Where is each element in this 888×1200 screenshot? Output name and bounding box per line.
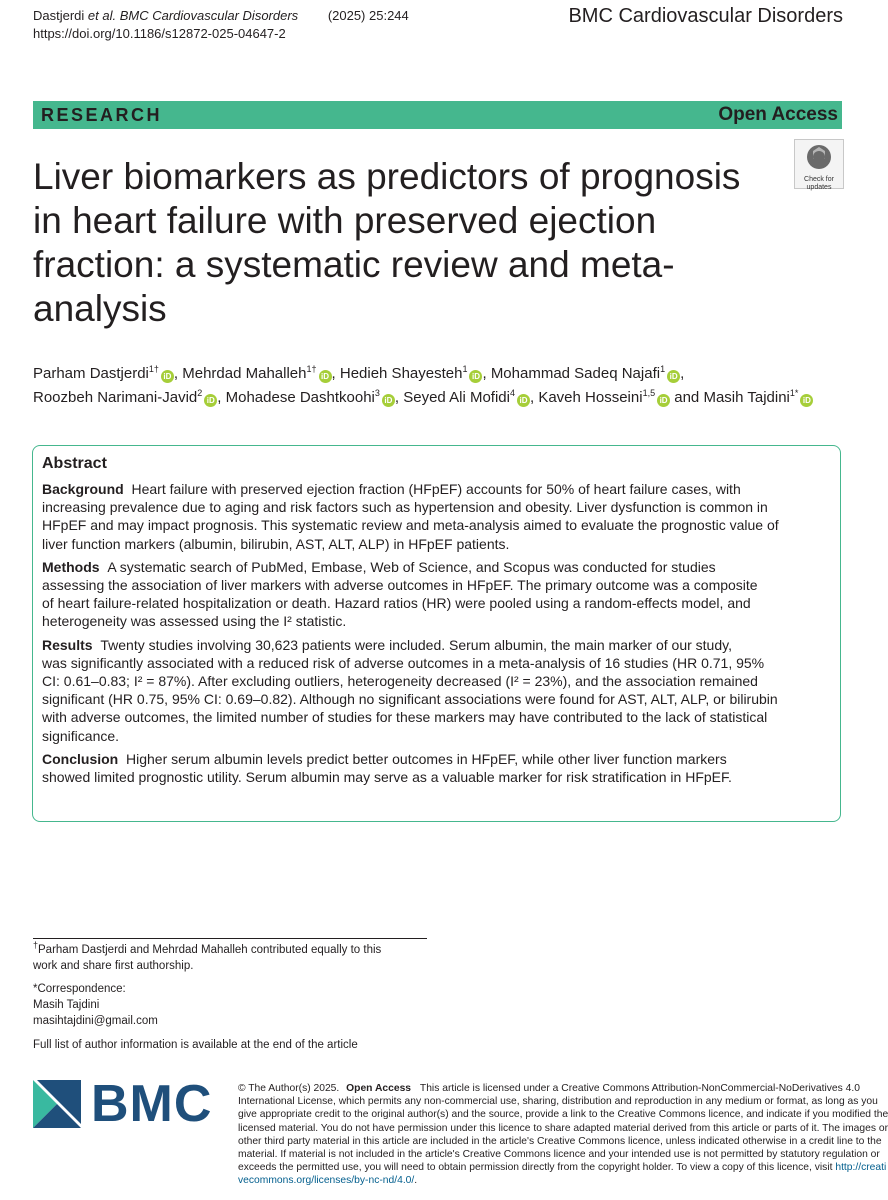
results-text: CI: 0.61–0.83; I² = 87%). After excluding outliers, heterogeneity decreased (I² = 23%), and the association remained <box>42 673 758 690</box>
author-separator: and <box>670 389 704 406</box>
author-line-2 <box>33 386 813 410</box>
author-affiliation: 4 <box>509 388 515 398</box>
author-affiliation: 1† <box>148 364 159 374</box>
footnote-rule <box>33 938 427 939</box>
bmc-logo <box>33 1075 218 1133</box>
open-access-label: Open Access <box>718 104 838 125</box>
author-affiliation: 2 <box>197 388 203 398</box>
header-year-volume: (2025) 25:244 <box>327 8 409 23</box>
title-line-4: analysis <box>33 288 167 329</box>
results-text: with adverse outcomes, the limited number of studies for these markers may have contributed to the lack of statistical <box>42 709 768 726</box>
check-updates-line2: updates <box>806 184 832 191</box>
orcid-icon[interactable]: iD <box>161 370 174 383</box>
license-block <box>238 1082 888 1188</box>
author-name: Mehrdad Mahalleh <box>182 365 307 382</box>
author-affiliation: 1,5 <box>642 388 656 398</box>
author-line-1 <box>33 362 813 386</box>
check-updates-line1: Check for <box>804 176 834 183</box>
copyright-notice: © The Author(s) 2025. <box>238 1083 340 1094</box>
abstract-heading: Abstract <box>42 455 107 472</box>
author-separator: , <box>482 365 491 382</box>
background-label: Background <box>42 481 124 497</box>
results-text: significant (HR 0.75, 95% CI: 0.69–0.82). Although no significant associations were found for AST, ALT, ALP, or bilirubin <box>42 691 778 708</box>
conclusion-label: Conclusion <box>42 750 119 767</box>
background-text: HFpEF and may impact prognosis. This systematic review and meta-analysis aimed to evaluate the prognostic value of <box>42 517 779 534</box>
orcid-icon[interactable]: iD <box>517 394 530 407</box>
license-link-period: . <box>414 1175 418 1187</box>
correspondence-name: Masih Tajdini <box>33 999 100 1011</box>
author-affiliation: 1 <box>462 364 468 374</box>
equal-contribution-note-cont: work and share first authorship. <box>33 960 194 972</box>
results-text: Twenty studies involving 30,623 patients were included. Serum albumin, the main marker of our study, <box>100 636 732 653</box>
title-line-2: in heart failure with preserved ejection <box>33 200 657 241</box>
conclusion-text: showed limited prognostic utility. Serum albumin may serve as a valuable marker for risk stratification in HFpEF. <box>42 769 732 786</box>
author-name: Mohammad Sadeq Najafi <box>490 365 661 382</box>
title-line-1: Liver biomarkers as predictors of prognosis <box>33 156 741 197</box>
orcid-icon[interactable]: iD <box>667 370 680 383</box>
license-link-cont[interactable]: vecommons.org/licenses/by-nc-nd/4.0/ <box>238 1175 415 1187</box>
license-text: International License, which permits any non-commercial use, sharing, distribution and reproduction in any medium or format, as long as you <box>238 1096 878 1108</box>
author-affiliation: 3 <box>374 388 380 398</box>
equal-contribution-note: †Parham Dastjerdi and Mehrdad Mahalleh contributed equally to this <box>33 940 382 956</box>
author-separator: , <box>173 365 183 382</box>
methods-label: Methods <box>42 558 100 575</box>
open-access-notice: Open Access <box>346 1083 412 1094</box>
author-name: Parham Dastjerdi <box>33 365 149 382</box>
running-header <box>33 7 409 43</box>
results-paragraph <box>42 636 836 745</box>
author-name: Hedieh Shayesteh <box>339 365 463 382</box>
author-separator: , <box>680 365 685 382</box>
background-text: increasing prevalence due to aging and risk factors such as hypertension and obesity. Liver dysfunction is common in <box>42 499 768 516</box>
background-text: liver function markers (albumin, bilirubin, AST, ALT, ALP) in HFpEF patients. <box>42 535 510 552</box>
author-affiliation: 1† <box>306 364 317 374</box>
article-type: RESEARCH <box>41 105 163 125</box>
methods-text: A systematic search of PubMed, Embase, Web of Science, and Scopus was conducted for studies <box>107 558 716 575</box>
orcid-icon[interactable]: iD <box>657 394 670 407</box>
author-name: Kaveh Hosseini <box>538 389 643 406</box>
correspondence-email[interactable]: masihtajdini@gmail.com <box>33 1015 158 1027</box>
conclusion-paragraph <box>42 750 836 786</box>
license-text: give appropriate credit to the original author(s) and the source, provide a link to the Creative Commons licence, and indicate if you modified the <box>238 1109 888 1121</box>
article-title <box>33 155 740 331</box>
license-text: material. If material is not included in the article's Creative Commons licence and your intended use is not permitted by statutory regulation or <box>238 1149 880 1161</box>
author-name: Seyed Ali Mofidi <box>403 389 510 406</box>
license-text: exceeds the permitted use, you will need to obtain permission directly from the copyright holder. To view a copy of this licence, visit <box>238 1162 833 1174</box>
methods-text: heterogeneity was assessed using the I² statistic. <box>42 613 347 630</box>
author-name: Roozbeh Narimani-Javid <box>33 389 198 406</box>
correspondence-label: *Correspondence: <box>33 983 126 995</box>
author-name: Mohadese Dashtkoohi <box>225 389 375 406</box>
results-text: was significantly associated with a reduced risk of adverse outcomes in a meta-analysis of 16 studies (HR 0.71, 95% <box>42 654 765 671</box>
methods-text: assessing the association of liver markers with adverse outcomes in HFpEF. The primary outcome was a composite <box>42 577 758 594</box>
research-banner <box>33 101 842 129</box>
abstract-content <box>42 454 836 786</box>
header-doi-link[interactable]: https://doi.org/10.1186/s12872-025-04647-2 <box>33 26 286 41</box>
bmc-logo-mark <box>33 1080 88 1130</box>
orcid-icon[interactable]: iD <box>800 394 813 407</box>
title-line-3: fraction: a systematic review and meta- <box>33 244 675 285</box>
results-text: significance. <box>42 727 120 744</box>
author-separator: , <box>529 389 539 406</box>
background-paragraph <box>42 480 836 553</box>
author-separator: , <box>394 389 404 406</box>
license-text: other third party material in this article are included in the article's Creative Commons licence, unless indicated otherwise in a credit line to the <box>238 1135 882 1147</box>
journal-name: BMC Cardiovascular Disorders <box>568 5 843 27</box>
author-affiliation: 1 <box>660 364 666 374</box>
check-for-updates-badge[interactable] <box>794 139 844 189</box>
header-journal: BMC Cardiovascular Disorders <box>119 8 299 23</box>
background-text: Heart failure with preserved ejection fraction (HFpEF) accounts for 50% of heart failure cases, with <box>131 481 741 497</box>
check-updates-icon <box>805 143 833 171</box>
author-info-note: Full list of author information is available at the end of the article <box>33 1039 358 1051</box>
methods-text: of heart failure-related hospitalization or death. Hazard ratios (HR) were pooled using a random-effects model, and <box>42 595 751 612</box>
author-affiliation: 1* <box>789 388 799 398</box>
author-name: Masih Tajdini <box>703 389 790 406</box>
orcid-icon[interactable]: iD <box>204 394 217 407</box>
conclusion-text: Higher serum albumin levels predict better outcomes in HFpEF, while other liver function markers <box>126 750 727 767</box>
orcid-icon[interactable]: iD <box>469 370 482 383</box>
header-author: Dastjerdi <box>33 8 85 23</box>
methods-paragraph <box>42 558 836 631</box>
footnotes <box>33 942 381 1053</box>
orcid-icon[interactable]: iD <box>319 370 332 383</box>
author-separator: , <box>331 365 340 382</box>
orcid-icon[interactable]: iD <box>382 394 395 407</box>
license-link[interactable]: http://creati <box>835 1162 887 1174</box>
header-et-al: et al. <box>87 8 117 23</box>
author-list <box>33 362 813 410</box>
results-label: Results <box>42 636 93 653</box>
license-text: licensed material. You do not have permission under this licence to share adapted material derived from this article or parts of it. The images or <box>238 1122 888 1134</box>
bmc-logo-text: BMC <box>91 1075 213 1133</box>
license-text: This article is licensed under a Creative Commons Attribution-NonCommercial-NoDerivatives 4.0 <box>419 1083 860 1094</box>
author-separator: , <box>217 389 226 406</box>
